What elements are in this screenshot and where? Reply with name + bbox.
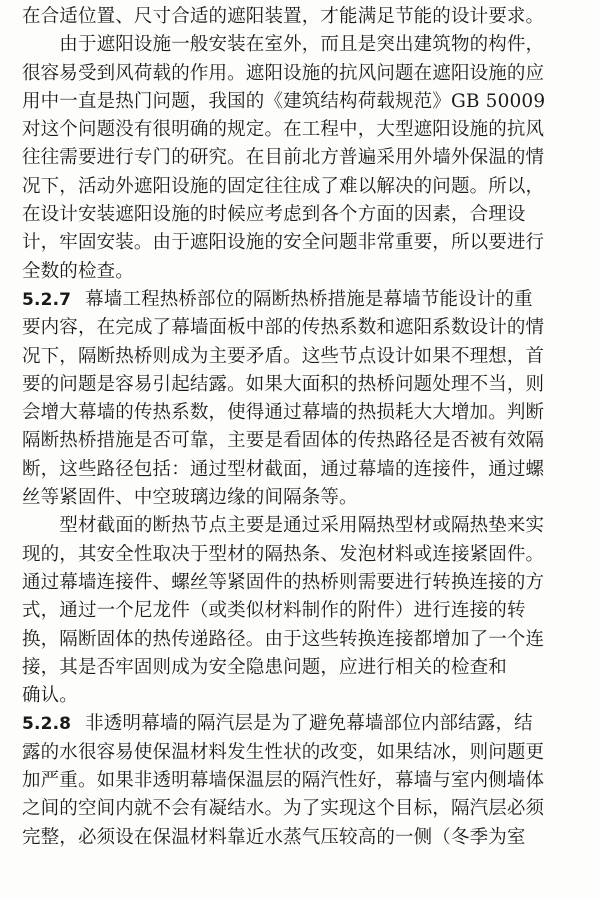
text-line: 在设计安装遮阳设施的时候应考虑到各个方面的因素，合理设	[22, 204, 526, 226]
text-line: 确认。	[22, 685, 78, 707]
text-line: 很容易受到风荷载的作用。遮阳设施的抗风问题在遮阳设施的应	[22, 62, 545, 84]
text-line	[22, 286, 582, 314]
text-line: 完整，必须设在保温材料靠近水蒸气压较高的一侧（冬季为室	[22, 826, 526, 848]
text-line	[22, 710, 582, 738]
text-line: 在合适位置、尺寸合适的遮阳装置，才能满足节能的设计要求。	[22, 6, 545, 27]
text-line: 况下，隔断热桥则成为主要矛盾。这些节点设计如果不理想，首	[22, 345, 545, 367]
section-5-2-7	[22, 286, 582, 512]
text-line: 况下，活动外遮阳设施的固定往往成了难以解决的问题。所以，	[22, 175, 545, 197]
text-line: 接，其是否牢固则成为安全隐患问题，应进行相关的检查和	[22, 656, 507, 678]
paragraph-thermal-break	[22, 512, 582, 710]
paragraph-intro	[22, 3, 582, 31]
text-line: 丝等紧固件、中空玻璃边缘的间隔条等。	[22, 487, 358, 509]
text-line: 往往需要进行专门的研究。在目前北方普遍采用外墙外保温的情	[22, 147, 545, 169]
section-first-line: 幕墙工程热桥部位的隔断热桥措施是幕墙节能设计的重	[85, 288, 533, 310]
text-line: 加严重。如果非透明幕墙保温层的隔汽性好，幕墙与室内侧墙体	[22, 770, 545, 792]
section-5-2-8	[22, 710, 582, 851]
text-line: 会增大幕墙的传热系数，使得通过幕墙的热损耗大大增加。判断	[22, 402, 545, 424]
text-line: 现的，其安全性取决于型材的隔热条、发泡材料或连接紧固件。	[22, 543, 545, 565]
text-line: 全数的检查。	[22, 260, 134, 282]
text-line: 通过幕墙连接件、螺丝等紧固件的热桥则需要进行转换连接的方	[22, 571, 545, 593]
text-line: 用中一直是热门问题，我国的《建筑结构荷载规范》GB 50009	[22, 90, 546, 112]
text-line: 露的水很容易使保温材料发生性状的改变，如果结冰，则问题更	[22, 741, 545, 763]
document-page	[22, 3, 582, 852]
text-line: 要的问题是容易引起结露。如果大面积的热桥问题处理不当，则	[22, 373, 545, 395]
text-line: 要内容，在完成了幕墙面板中部的传热系数和遮阳系数设计的情	[22, 317, 545, 339]
text-line: 型材截面的断热节点主要是通过采用隔热型材或隔热垫来实	[22, 515, 545, 537]
text-line: 式，通过一个尼龙件（或类似材料制作的附件）进行连接的转	[22, 600, 526, 622]
section-first-line: 非透明幕墙的隔汽层是为了避免幕墙部位内部结露，结	[85, 713, 533, 735]
text-line: 计，牢固安装。由于遮阳设施的安全问题非常重要，所以要进行	[22, 232, 545, 254]
text-line: 断，这些路径包括：通过型材截面，通过幕墙的连接件，通过螺	[22, 458, 545, 480]
text-line: 换，隔断固体的热传递路径。由于这些转换连接都增加了一个连	[22, 628, 545, 650]
section-number: 5.2.8	[22, 714, 72, 735]
text-line: 由于遮阳设施一般安装在室外，而且是突出建筑物的构件，	[22, 34, 545, 56]
text-line: 之间的空间内就不会有凝结水。为了实现这个目标，隔汽层必须	[22, 798, 545, 820]
paragraph-sunshade-wind-load	[22, 31, 582, 286]
section-number: 5.2.7	[22, 289, 72, 310]
text-line: 隔断热桥措施是否可靠，主要是看固体的传热路径是否被有效隔	[22, 430, 545, 452]
text-line: 对这个问题没有很明确的规定。在工程中，大型遮阳设施的抗风	[22, 119, 545, 141]
